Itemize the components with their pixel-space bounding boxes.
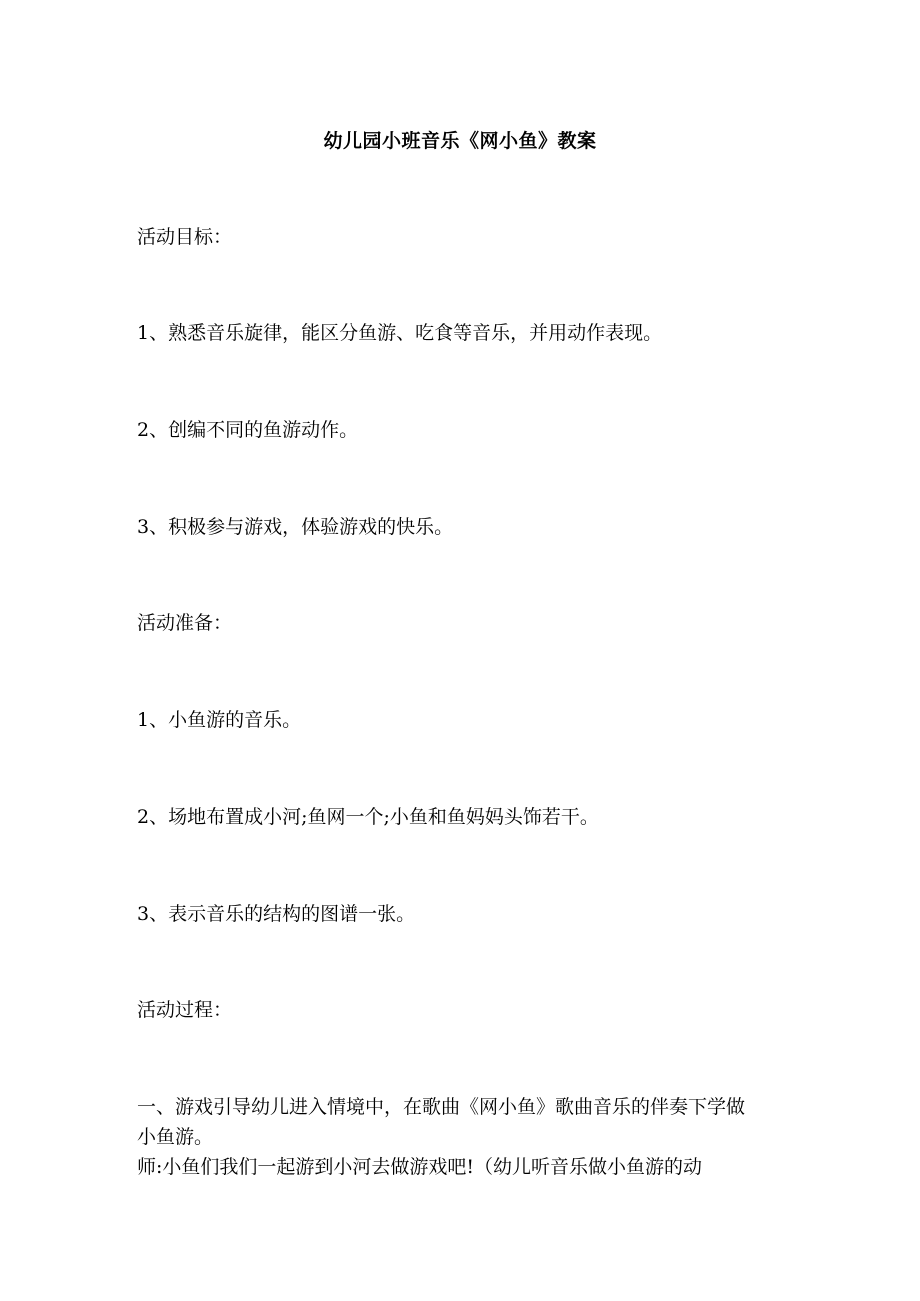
process-paragraph-line-3: 师:小鱼们我们一起游到小河去做游戏吧!（幼儿听音乐做小鱼游的动 (137, 1156, 703, 1178)
goal-item-3: 3、积极参与游戏，体验游戏的快乐。 (137, 516, 454, 538)
process-paragraph-line-2: 小鱼游。 (137, 1126, 214, 1148)
goal-item-1: 1、熟悉音乐旋律，能区分鱼游、吃食等音乐，并用动作表现。 (137, 322, 663, 344)
prep-heading: 活动准备： (137, 612, 233, 634)
process-heading: 活动过程： (137, 999, 233, 1021)
process-paragraph-line-1: 一、游戏引导幼儿进入情境中，在歌曲《网小鱼》歌曲音乐的伴奏下学做 (137, 1096, 746, 1118)
prep-item-1: 1、小鱼游的音乐。 (137, 709, 302, 731)
prep-item-2: 2、场地布置成小河;鱼网一个;小鱼和鱼妈妈头饰若干。 (137, 806, 599, 828)
document-title: 幼儿园小班音乐《网小鱼》教案 (323, 130, 597, 152)
goals-heading: 活动目标： (137, 226, 233, 248)
goal-item-2: 2、创编不同的鱼游动作。 (137, 419, 359, 441)
prep-item-3: 3、表示音乐的结构的图谱一张。 (137, 903, 416, 925)
